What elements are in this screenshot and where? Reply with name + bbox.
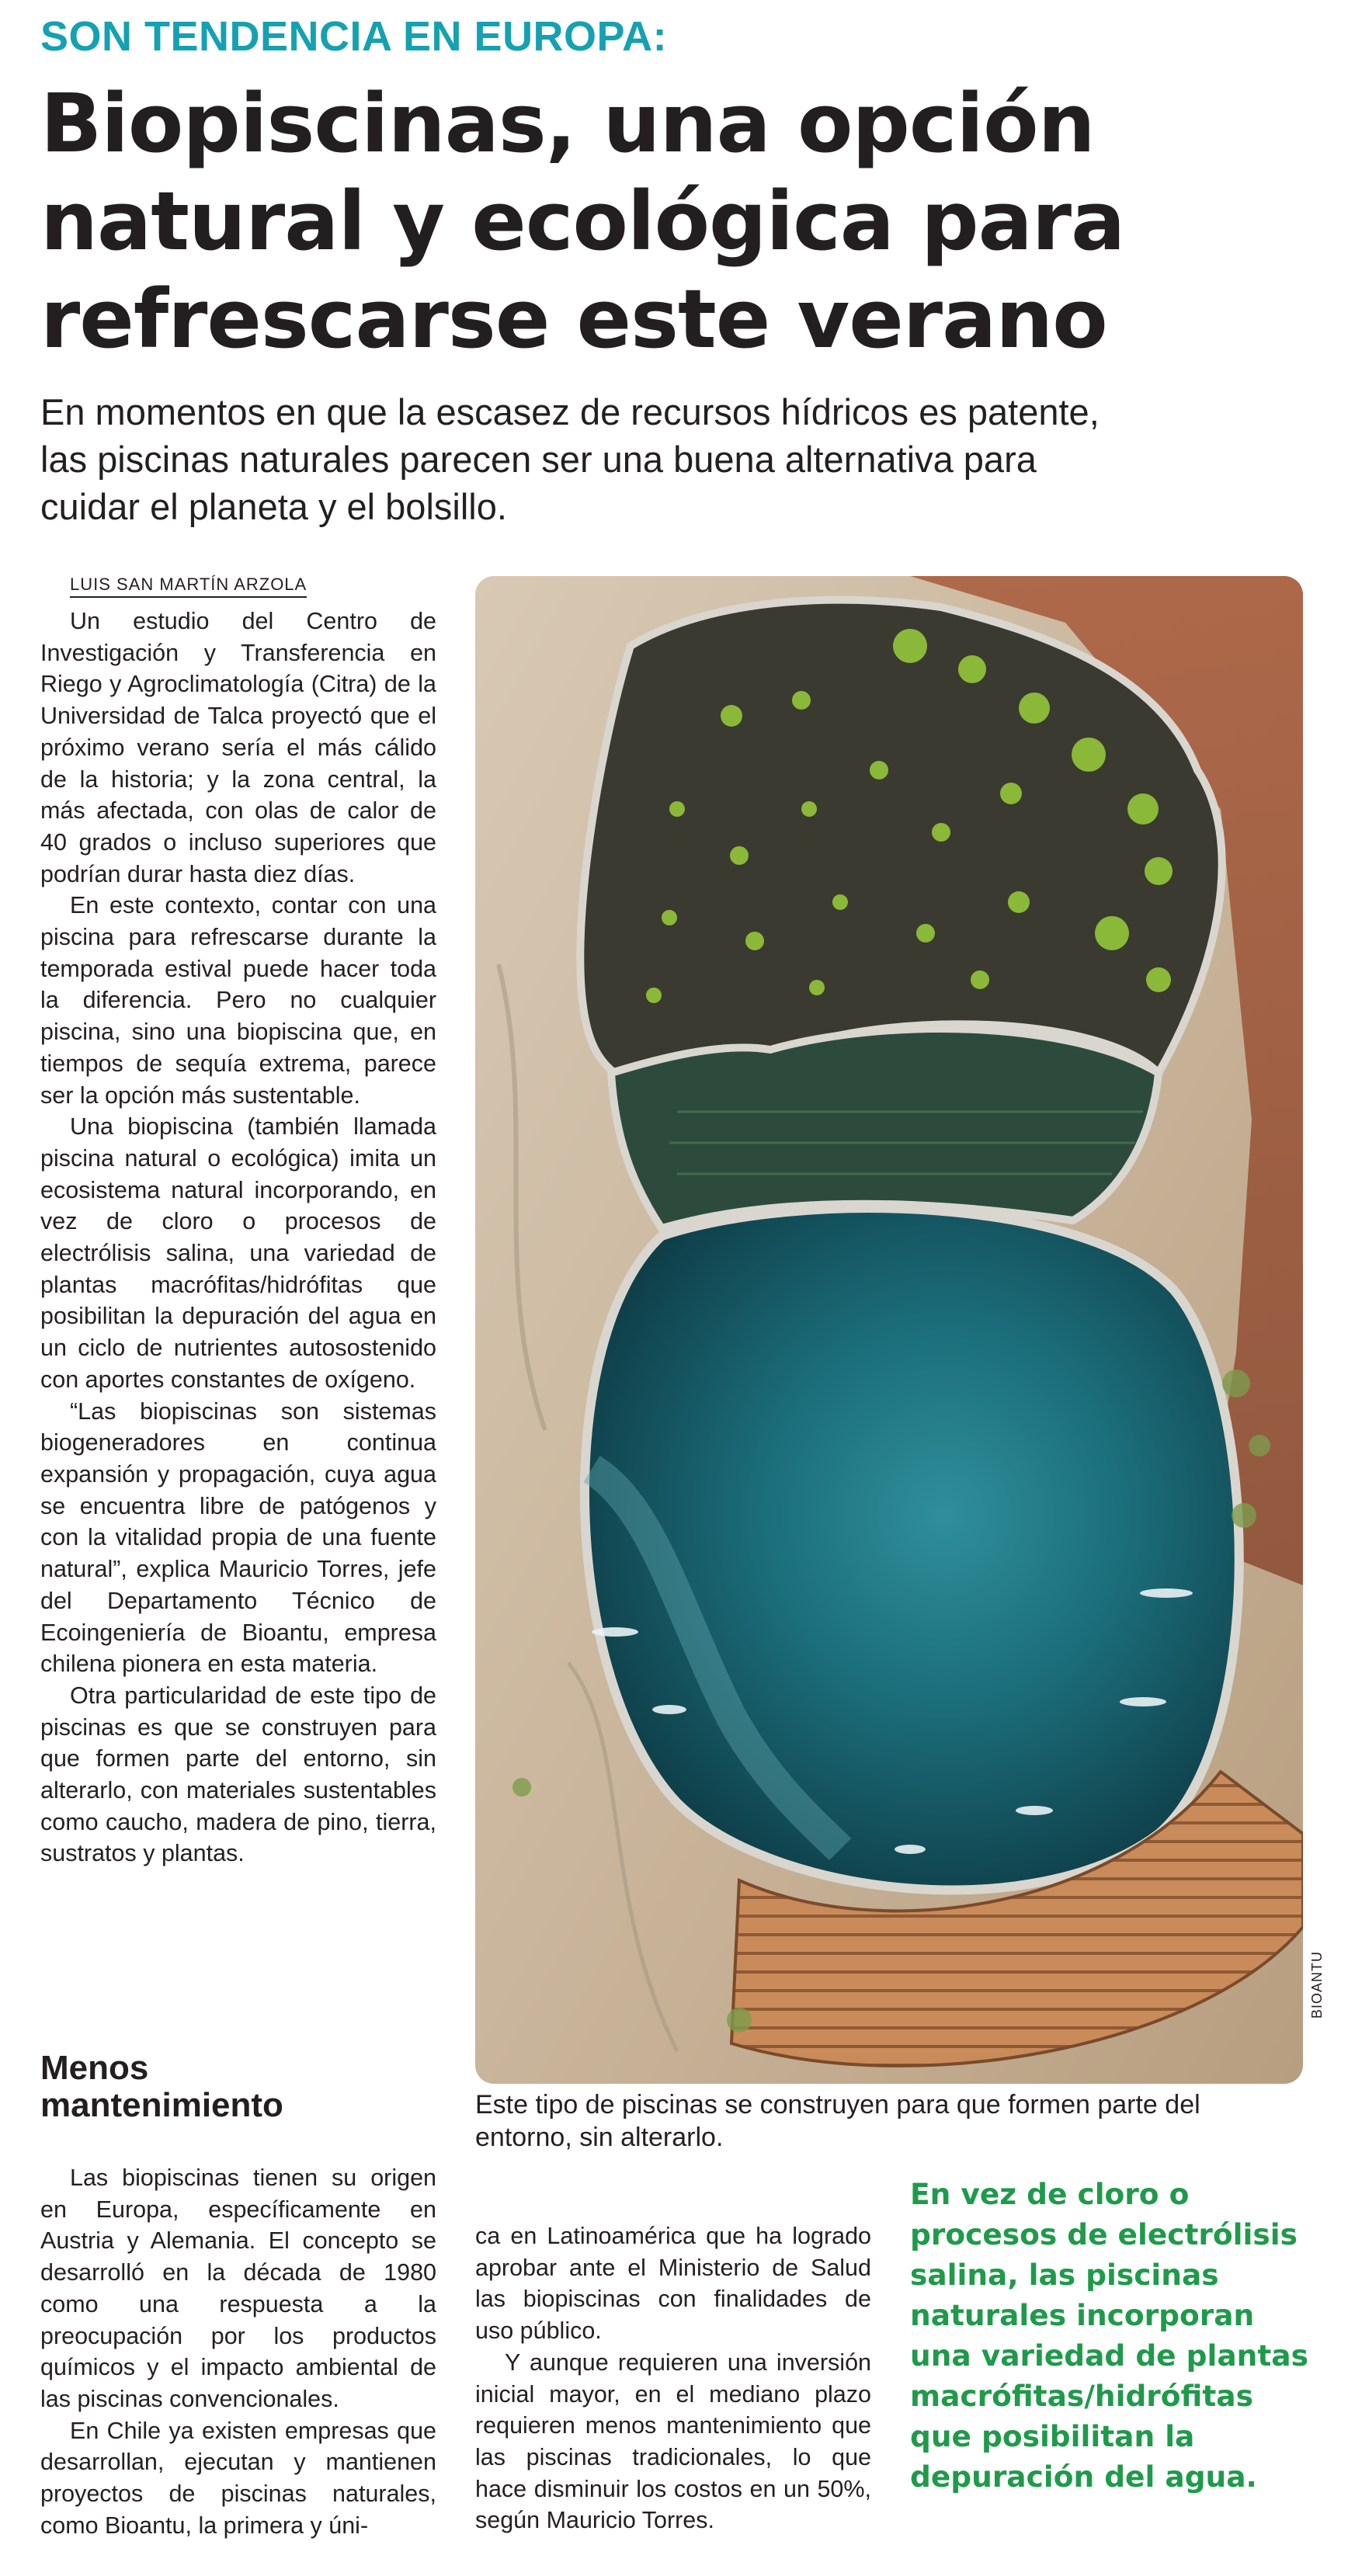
body-column-1-lower: [40, 2162, 436, 2541]
article-kicker: SON TENDENCIA EN EUROPA:: [40, 13, 668, 60]
headline-line: natural y ecológica para: [40, 174, 1125, 269]
body-paragraph: En Chile ya existen empresas que desarrollan, ejecutan y mantienen proyectos de piscinas naturales, como Bioantu, la primera y úni-: [40, 2417, 436, 2539]
article-deck: [40, 388, 1322, 530]
headline-line: Biopiscinas, una opción: [40, 76, 1095, 171]
body-paragraph: Otra particularidad de este tipo de piscinas es que se construyen para que formen parte del entorno, sin alterarlo, con materiales sustentables como caucho, madera de pino, tierra, sustratos y plantas.: [40, 1682, 436, 1867]
body-paragraph: “Las biopiscinas son sistemas biogeneradores en continua expansión y propagación, cuya agua se encuentra libre de patógenos y con la vitalidad propia de una fuente natural”, explica Mauricio Torres, jefe del Departamento Técnico de Ecoingeniería de Bioantu, empresa chilena pionera en esta materia.: [40, 1397, 436, 1678]
headline-line: refrescarse este verano: [40, 272, 1107, 366]
photo-caption: Este tipo de piscinas se construyen para que formen parte del entorno, sin alterarlo.: [475, 2090, 1200, 2152]
body-paragraph: ca en Latinoamérica que ha logrado aprobar ante el Ministerio de Salud las biopiscinas con finalidades de uso público.: [475, 2223, 871, 2345]
subhead-line: mantenimiento: [40, 2086, 283, 2124]
body-paragraph: Las biopiscinas tienen su origen en Europa, específicamente en Austria y Alemania. El concepto se desarrolló en la década de 1980 como una respuesta a la preocupación por los productos químicos y el impacto ambiental de las piscinas convencionales.: [40, 2165, 436, 2412]
body-paragraph: Una biopiscina (también llamada piscina natural o ecológica) imita un ecosistema natural incorporando, en vez de cloro o procesos de electrólisis salina, una variedad de plantas macrófitas/hidrófitas que posibilitan la depuración del agua en un ciclo de nutrientes autosostenido con aportes constantes de oxígeno.: [40, 1113, 436, 1393]
body-paragraph: Y aunque requieren una inversión inicial mayor, en el mediano plazo requieren menos mantenimiento que las piscinas tradicionales, lo que hace disminuir los costos en un 50%, según Mauricio Torres.: [475, 2349, 871, 2534]
deck-line: En momentos en que la escasez de recursos hídricos es patente,: [40, 391, 1100, 432]
pull-quote: En vez de cloro o procesos de electrólisis salina, las piscinas naturales incorporan una variedad de plantas macrófitas/hidrófitas que posibilitan la depuración del agua.: [910, 2177, 1308, 2494]
deck-line: las piscinas naturales parecen ser una buena alternativa para: [40, 439, 1037, 480]
section-subhead: [40, 2050, 436, 2124]
article-headline: [40, 75, 1322, 368]
biopool-photo: [475, 576, 1303, 2084]
aerial-biopool-photo: [475, 576, 1303, 2084]
body-paragraph: En este contexto, contar con una piscina para refrescarse durante la temporada estival puede hacer toda la diferencia. Pero no cualquier piscina, sino una biopiscina que, en tiempos de sequía extrema, parece ser la opción más sustentable.: [40, 892, 436, 1109]
deck-line: cuidar el planeta y el bolsillo.: [40, 486, 507, 527]
body-column-1: [40, 606, 436, 1870]
body-column-2: [475, 2220, 871, 2536]
article-byline: LUIS SAN MARTÍN ARZOLA: [70, 575, 307, 598]
photo-credit: BIOANTU: [1309, 1950, 1325, 2019]
body-paragraph: Un estudio del Centro de Investigación y Transferencia en Riego y Agroclimatología (Citra) de la Universidad de Talca proyectó que el próximo verano sería el más cálido de la historia; y la zona central, la más afectada, con olas de calor de 40 grados o incluso superiores que podrían durar hasta diez días.: [40, 608, 436, 887]
subhead-line: Menos: [40, 2049, 149, 2087]
